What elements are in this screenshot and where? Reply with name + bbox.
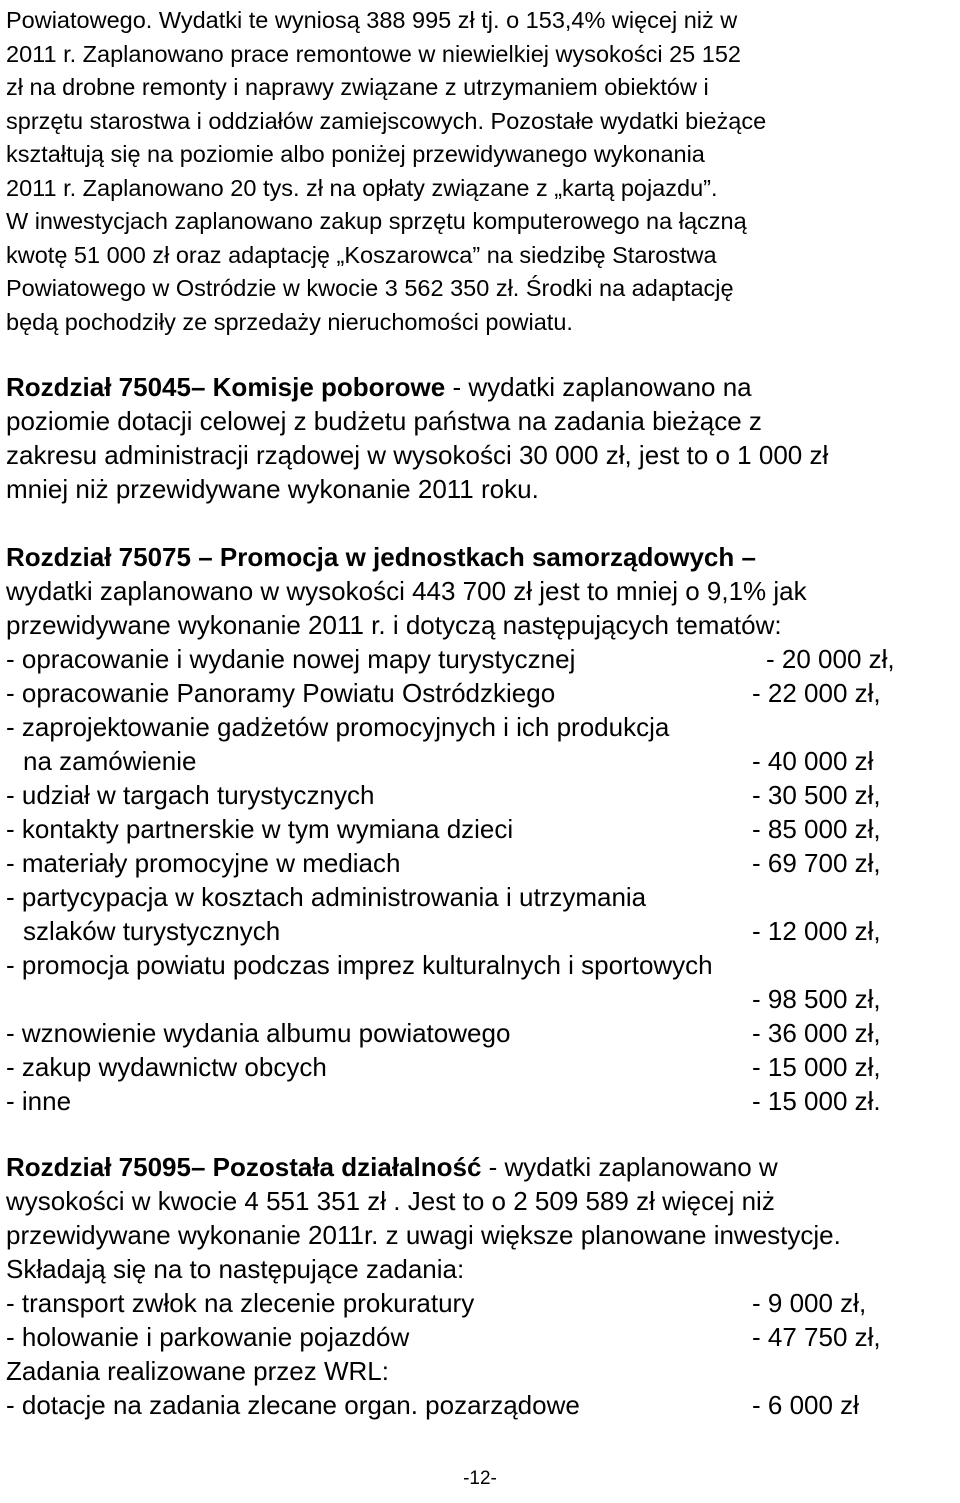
item-amount: - 20 000 zł, [766,644,895,674]
section-first-line [6,1150,956,1184]
text-line: Składają się na to następujące zadania: [6,1254,465,1284]
text-line: będą pochodziły ze sprzedaży nieruchomości powiatu. [6,308,573,335]
item-amount: - 98 500 zł, [752,984,881,1014]
text-line: przewidywane wykonanie 2011r. z uwagi większe planowane inwestycje. [6,1220,841,1250]
list-item [6,710,956,744]
list-item [6,880,956,914]
list-item [6,744,956,778]
text-line: wysokości w kwocie 4 551 351 zł . Jest to o 2 509 589 zł więcej niż [6,1186,775,1216]
item-label: - promocja powiatu podczas imprez kulturalnych i sportowych [6,950,713,980]
list-item [6,1388,956,1422]
section-first-line [6,540,956,574]
text-line: Powiatowego w Ostródzie w kwocie 3 562 350 zł. Środki na adaptację [6,275,734,301]
item-label: - inne [6,1086,72,1116]
list-item [6,778,956,812]
list-item [6,914,956,948]
text-line: sprzętu starostwa i oddziałów zamiejscowych. Pozostałe wydatki bieżące [6,107,767,134]
text-line: zakresu administracji rządowej w wysokości 30 000 zł, jest to o 1 000 zł [6,440,829,470]
text-line: zł na drobne remonty i naprawy związane z utrzymaniem obiektów i [6,74,709,100]
item-label: - udział w targach turystycznych [6,780,375,810]
item-label: - transport zwłok na zlecenie prokuratury [6,1288,475,1318]
item-amount: - 85 000 zł, [752,814,881,844]
item-amount: - 22 000 zł, [752,678,881,708]
item-label: - kontakty partnerskie w tym wymiana dzieci [6,814,514,844]
text-span: - wydatki zaplanowano w [481,1152,778,1182]
item-label: Zadania realizowane przez WRL: [6,1356,389,1386]
list-item [6,1084,956,1118]
item-label: szlaków turystycznych [23,916,281,946]
item-label: - zakup wydawnictw obcych [6,1052,327,1082]
section-first-line [6,370,956,404]
section-75075 [6,540,956,1118]
text-span: - wydatki zaplanowano na [445,372,752,402]
list-item [6,846,956,880]
item-amount: - 69 700 zł, [752,848,881,878]
item-label: - holowanie i parkowanie pojazdów [6,1322,410,1352]
item-amount: - 9 000 zł, [752,1288,867,1318]
item-label: - materiały promocyjne w mediach [6,848,401,878]
list-item [6,1354,956,1388]
list-item [6,982,956,1016]
text-line: W inwestycjach zaplanowano zakup sprzętu komputerowego na łączną [6,208,747,234]
text-line: kształtują się na poziomie albo poniżej przewidywanego wykonania [6,141,705,167]
item-label: - opracowanie i wydanie nowej mapy turystycznej [6,644,576,674]
text-line: mniej niż przewidywane wykonanie 2011 roku. [6,474,539,504]
text-line: kwotę 51 000 zł oraz adaptację „Koszarowca” na siedzibę Starostwa [6,241,717,268]
item-amount: - 15 000 zł, [752,1052,881,1082]
list-item [6,676,956,710]
list-item [6,948,956,982]
item-amount: - 36 000 zł, [752,1018,881,1048]
list-item [6,642,956,676]
item-label: - dotacje na zadania zlecane organ. pozarządowe [6,1390,580,1420]
list-item [6,1016,956,1050]
item-label: - partycypacja w kosztach administrowania i utrzymania [6,882,647,912]
text-line: 2011 r. Zaplanowano 20 tys. zł na opłaty związane z „kartą pojazdu”. [6,174,718,201]
text-line: poziomie dotacji celowej z budżetu państwa na zadania bieżące z [6,406,762,436]
item-amount: - 6 000 zł [752,1390,859,1420]
list-item [6,1050,956,1084]
item-amount: - 12 000 zł, [752,916,881,946]
section-heading: Rozdział 75075 – Promocja w jednostkach samorządowych – [6,542,756,572]
text-line: wydatki zaplanowano w wysokości 443 700 zł jest to mniej o 9,1% jak [6,576,807,606]
section-75045 [6,370,956,506]
list-item [6,1286,956,1320]
item-amount: - 15 000 zł. [752,1086,881,1116]
list-item [6,812,956,846]
text-line: Powiatowego. Wydatki te wyniosą 388 995 zł tj. o 153,4% więcej niż w [6,7,738,33]
item-amount: - 30 500 zł, [752,780,881,810]
text-line: 2011 r. Zaplanowano prace remontowe w niewielkiej wysokości 25 152 [6,40,741,67]
section-heading: Rozdział 75045– Komisje poborowe [6,372,446,402]
item-label: - wznowienie wydania albumu powiatowego [6,1018,511,1048]
section-heading: Rozdział 75095– Pozostała działalność [6,1152,482,1182]
text-line: przewidywane wykonanie 2011 r. i dotyczą następujących tematów: [6,610,782,640]
item-label: - zaprojektowanie gadżetów promocyjnych i ich produkcja [6,712,670,742]
section-75095 [6,1150,956,1422]
item-amount: - 47 750 zł, [752,1322,881,1352]
intro-paragraph [6,4,956,339]
item-amount: - 40 000 zł [752,746,874,776]
page-number: -12- [463,1468,497,1489]
list-item [6,1320,956,1354]
item-label: - opracowanie Panoramy Powiatu Ostródzkiego [6,678,556,708]
item-label: na zamówienie [23,746,197,776]
